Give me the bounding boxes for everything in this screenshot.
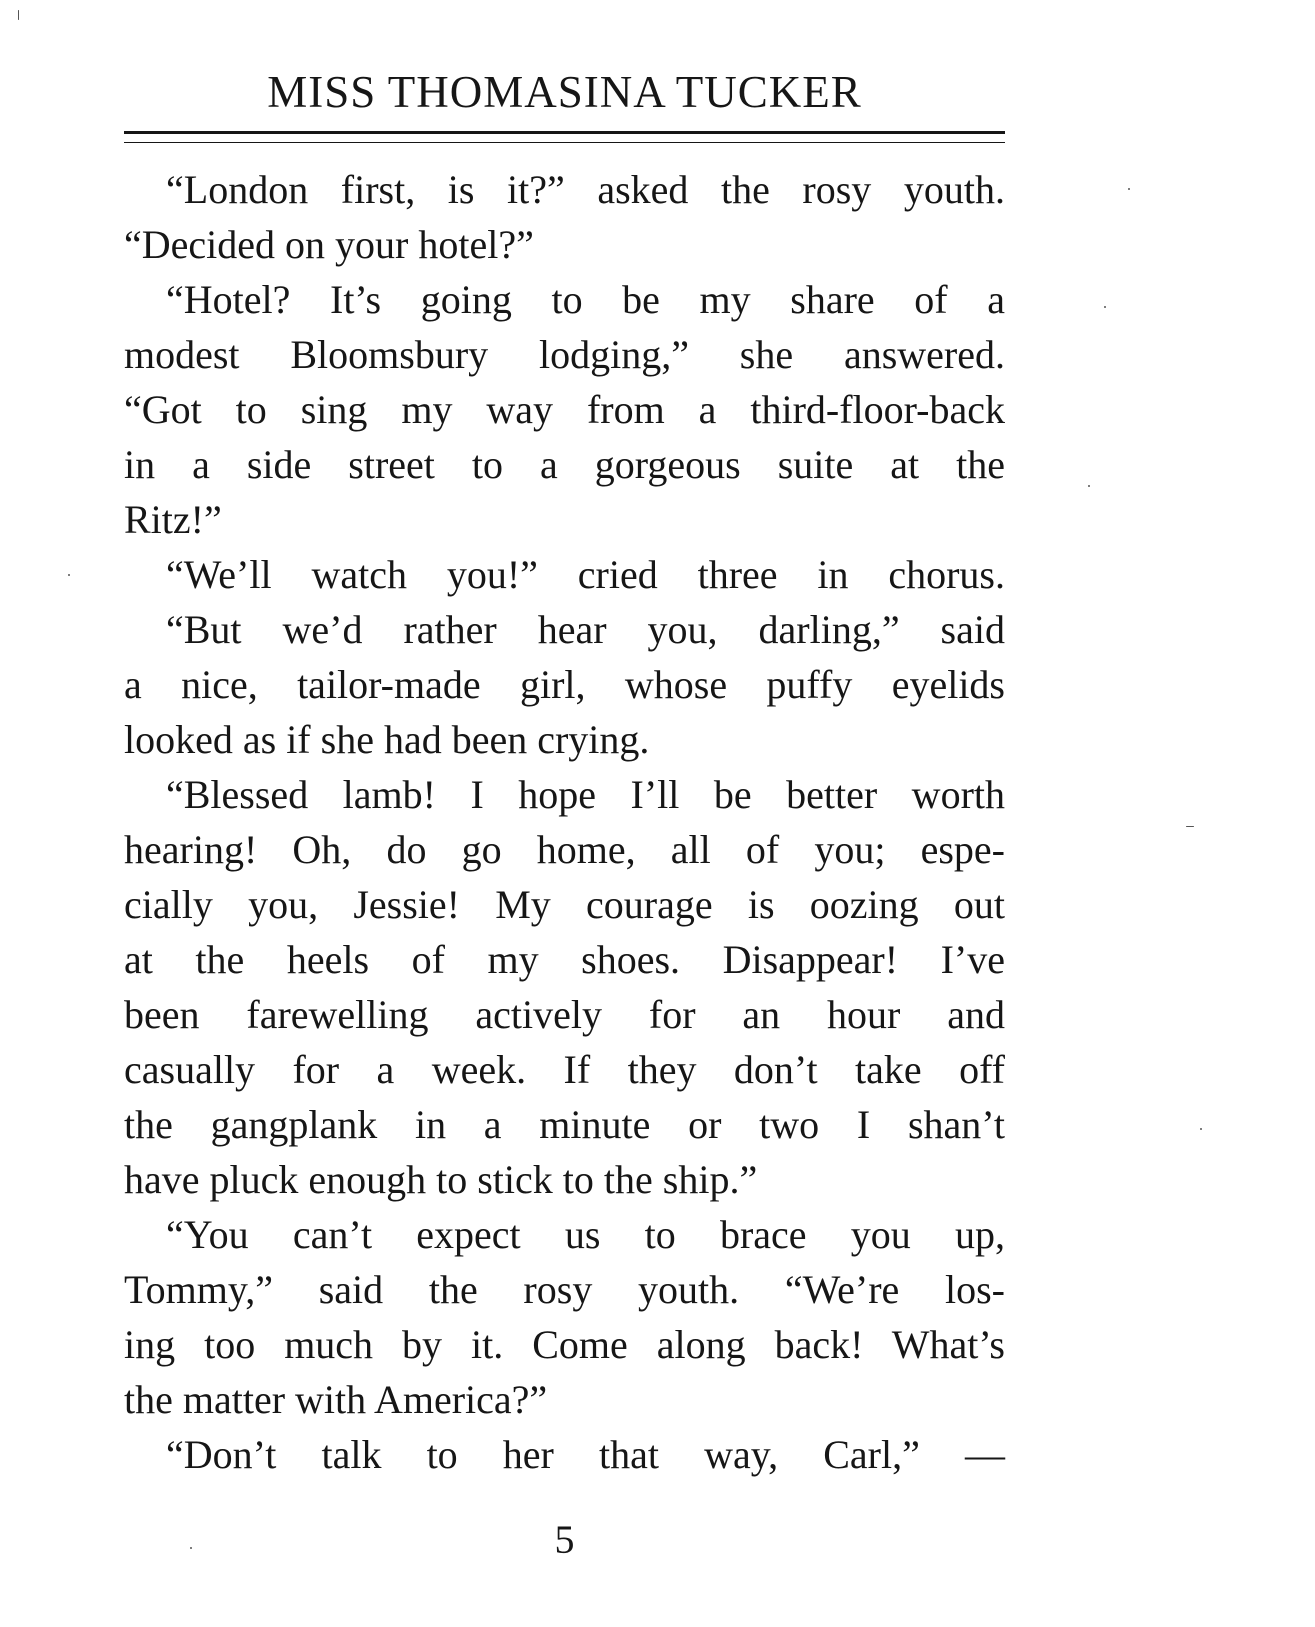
text-line: a nice, tailor-made girl, whose puffy eyelids <box>124 662 1005 707</box>
scan-speck <box>1200 1128 1202 1130</box>
paragraph <box>124 767 1005 1207</box>
page-number: 5 <box>554 1517 575 1562</box>
text-line: cially you, Jessie! My courage is oozing out <box>124 882 1005 927</box>
text-line: casually for a week. If they don’t take off <box>124 1047 1005 1092</box>
text-line: “Hotel? It’s going to be my share of a <box>166 277 1005 322</box>
text-line: “We’ll watch you!” cried three in chorus. <box>166 552 1005 597</box>
text-line: “You can’t expect us to brace you up, <box>166 1212 1005 1257</box>
text-line: ing too much by it. Come along back! What’s <box>124 1322 1005 1367</box>
paragraph <box>124 1427 1005 1482</box>
text-line: “Don’t talk to her that way, Carl,” — <box>166 1432 1005 1477</box>
text-line: “Got to sing my way from a third-floor-back <box>124 387 1005 432</box>
text-line: at the heels of my shoes. Disappear! I’ve <box>124 937 1005 982</box>
paragraph <box>124 602 1005 767</box>
scan-speck <box>1104 306 1106 308</box>
text-line: the gangplank in a minute or two I shan’t <box>124 1102 1005 1147</box>
scan-speck <box>1186 826 1194 827</box>
scan-speck <box>1128 188 1130 190</box>
text-line: “Decided on your hotel?” <box>124 222 534 267</box>
paragraph <box>124 547 1005 602</box>
text-line: hearing! Oh, do go home, all of you; espe- <box>124 827 1005 872</box>
scan-speck <box>18 10 19 20</box>
text-line: “Blessed lamb! I hope I’ll be better worth <box>166 772 1005 817</box>
text-line: in a side street to a gorgeous suite at the <box>124 442 1005 487</box>
scan-speck <box>190 1547 192 1549</box>
text-line: “London first, is it?” asked the rosy youth. <box>166 167 1005 212</box>
text-line: the matter with America?” <box>124 1377 548 1422</box>
text-line: Tommy,” said the rosy youth. “We’re los- <box>124 1267 1005 1312</box>
paragraph <box>124 1207 1005 1427</box>
paragraph <box>124 162 1005 272</box>
text-line: modest Bloomsbury lodging,” she answered. <box>124 332 1005 377</box>
running-title: MISS THOMASINA TUCKER <box>267 67 862 117</box>
text-line: looked as if she had been crying. <box>124 717 650 762</box>
text-line: have pluck enough to stick to the ship.” <box>124 1157 758 1202</box>
text-line: been farewelling actively for an hour and <box>124 992 1005 1037</box>
scan-speck <box>1088 485 1090 487</box>
body-text <box>124 162 1005 1482</box>
scan-speck <box>68 574 70 576</box>
text-line: Ritz!” <box>124 497 222 542</box>
paragraph <box>124 272 1005 547</box>
text-line: “But we’d rather hear you, darling,” said <box>166 607 1005 652</box>
header-rule <box>124 131 1005 143</box>
